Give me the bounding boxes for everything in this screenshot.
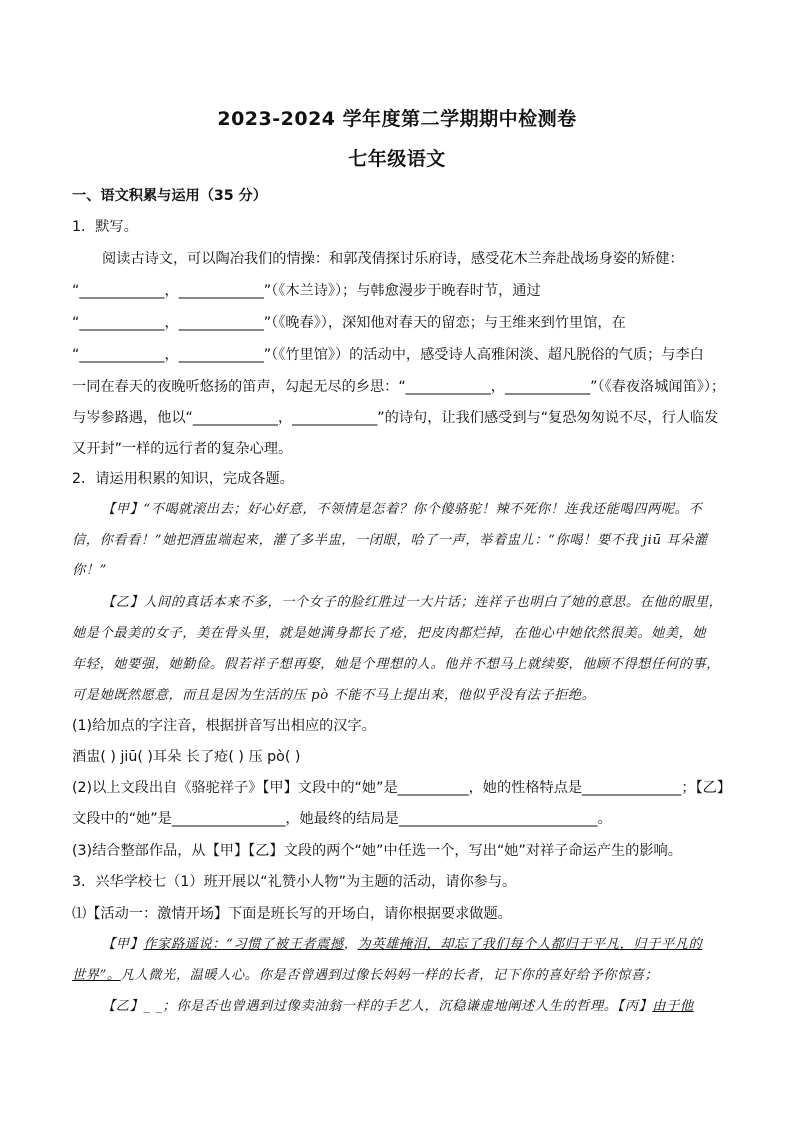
underlined-quote: 作家路遥说：“习惯了被王者震撼 <box>143 937 344 952</box>
q1-line: 一同在春天的夜晚听悠扬的笛声，勾起无尽的乡思：“____________，____________”（《春夜洛城闻笛》）； <box>72 379 726 395</box>
q3-passage-jia-line <box>72 935 762 955</box>
q2-sub1-prompt: (1)给加点的字注音，根据拼音写出相应的汉字。 <box>72 718 376 734</box>
q1-line: 与岑参路遇，他以“____________，____________”的诗句，让我们感受到与“复恐匆匆说不尽，行人临发 <box>72 410 719 426</box>
underlined-quote: 由于他 <box>652 999 694 1014</box>
underlined-quote: 为英雄掩泪，却忘了我们每个人都归于平凡，归于平凡的 <box>357 937 703 952</box>
passage-yi-line: 她是个最美的女子，美在骨头里，就是她满身都长了疮，把皮肉都烂掉，在他心中她依然很美。她美，她 <box>72 626 707 641</box>
underlined-quote: 世界”。 <box>72 968 121 983</box>
q2-sub1-blanks: 酒盅( ) jiū( )耳朵 长了疮( ) 压 pò( ) <box>72 749 301 765</box>
passage-jia-line: 【甲】“不喝就滚出去；好心好意，不领情是怎着？你个傻骆驼！辣不死你！连我还能喝四两呢。不 <box>102 502 703 517</box>
question-2-label: 2．请运用积累的知识，完成各题。 <box>72 471 294 487</box>
exam-subtitle: 七年级语文 <box>348 148 446 170</box>
passage-jia-line: 你！” <box>72 563 107 578</box>
section-heading: 一、语文积累与运用（35 分） <box>72 188 267 204</box>
exam-title: 2023-2024 学年度第二学期期中检测卷 <box>217 108 577 130</box>
passage-jia-line: 信，你看看！”她把酒盅端起来，灌了多半盅，一闭眼，哈了一声，举着盅儿：“你喝！要不我 jiū 耳朵灌 <box>72 533 708 548</box>
passage-text: 凡人微光，温暖人心。你是否曾遇到过像长妈妈一样的长者，记下你的喜好给予你惊喜； <box>120 968 659 983</box>
q3-passage-yi-line <box>72 997 762 1017</box>
q1-line: 又开封”一样的远行者的复杂心理。 <box>72 441 293 457</box>
q1-line: “____________，____________”（《晚春》），深知他对春天的留恋；与王维来到竹里馆，在 <box>72 315 626 331</box>
passage-yi-line: 年轻，她要强，她勤俭。假若祥子想再娶，她是个理想的人。他并不想马上就续娶，他顾不得想任何的事， <box>72 657 721 672</box>
passage-jia-marker: 【甲】 <box>102 937 144 952</box>
comma: ， <box>343 937 358 952</box>
q1-line: “____________，____________”（《木兰诗》）；与韩愈漫步于晚春时节，通过 <box>72 283 541 299</box>
q3-activity-1: ⑴【活动一：激情开场】下面是班长写的开场白，请你根据要求做题。 <box>72 906 512 922</box>
q1-line: “____________，____________”（《竹里馆》）的活动中，感受诗人高雅闲淡、超凡脱俗的气质；与李白 <box>72 347 704 363</box>
q3-passage-jia-line <box>72 966 732 986</box>
q2-sub2-line: (2)以上文段出自《骆驼祥子》【甲】文段中的“她”是__________，她的性格特点是______________；【乙】 <box>72 780 732 796</box>
passage-yi-line: 【乙】人间的真话本来不多，一个女子的脸红胜过一大片话；连祥子也明白了她的意思。在他的眼里， <box>102 595 723 610</box>
q2-sub2-line: 文段中的“她”是________________，她最终的结局是____________________________。 <box>72 811 612 827</box>
q1-line: 阅读古诗文，可以陶冶我们的情操：和郭茂倩探讨乐府诗，感受花木兰奔赴战场身姿的矫健： <box>102 251 684 267</box>
question-3-label: 3．兴华学校七（1）班开展以“礼赞小人物”为主题的活动，请你参与。 <box>72 874 517 890</box>
q2-sub3-prompt: (3)结合整部作品，从【甲】【乙】文段的两个“她”中任选一个，写出“她”对祥子命运产生的影响。 <box>72 843 682 859</box>
passage-text: 【乙】_ _；你是否也曾遇到过像卖油翁一样的手艺人，沉稳谦虚地阐述人生的哲理。【丙】 <box>102 999 653 1014</box>
question-1-label: 1．默写。 <box>72 219 138 235</box>
passage-yi-line: 可是她既然愿意，而且是因为生活的压 pò 不能不马上提出来，他似乎没有法子拒绝。 <box>72 688 596 703</box>
